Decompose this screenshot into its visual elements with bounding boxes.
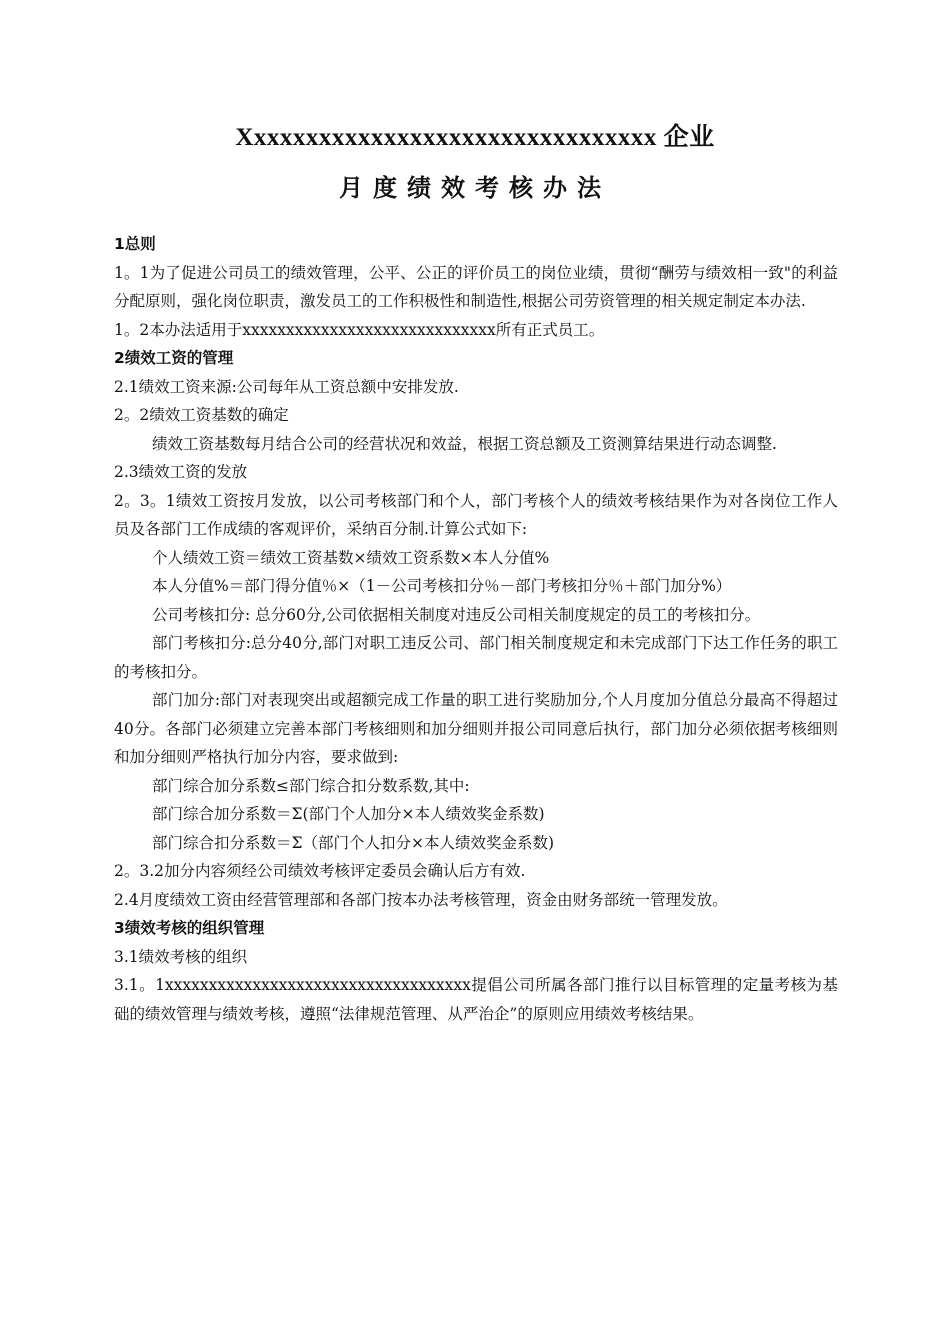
paragraph: 绩效工资基数每月结合公司的经营状况和效益，根据工资总额及工资测算结果进行动态调整. — [152, 434, 777, 453]
paragraph: 1。1为了促进公司员工的绩效管理，公平、公正的评价员工的岗位业绩，贯彻“酬劳与绩效相一致"的利益分配原则，强化岗位职责，激发员工的工作积极性和制造性,根据公司劳资管理的相关规定制定本办法. — [114, 263, 838, 310]
paragraph: 公司考核扣分: 总分60分,公司依据相关制度对违反公司相关制度规定的员工的考核扣分。 — [152, 605, 761, 624]
formula: 个人绩效工资＝绩效工资基数×绩效工资系数×本人分值% — [152, 548, 550, 567]
paragraph: 部门加分:部门对表现突出或超额完成工作量的职工进行奖励加分,个人月度加分值总分最高不得超过40分。各部门必须建立完善本部门考核细则和加分细则并报公司同意后执行，部门加分必须依据考核细则和加分细则严格执行加分内容，要求做到: — [114, 691, 838, 766]
formula: 部门综合加分系数＝Σ(部门个人加分×本人绩效奖金系数) — [152, 805, 545, 823]
paragraph: 2.3绩效工资的发放 — [114, 463, 248, 481]
formula: 部门综合加分系数≤部门综合扣分数系数,其中: — [152, 776, 470, 795]
section-heading: 3绩效考核的组织管理 — [114, 919, 265, 937]
paragraph: 2。2绩效工资基数的确定 — [114, 406, 289, 424]
section-heading: 1总则 — [114, 235, 156, 253]
paragraph: 部门考核扣分:总分40分,部门对职工违反公司、部门相关制度规定和未完成部门下达工作任务的职工的考核扣分。 — [114, 634, 838, 681]
paragraph: 1。2本办法适用于xxxxxxxxxxxxxxxxxxxxxxxxxxxxx所有正式员工。 — [114, 320, 605, 339]
paragraph: 2。3.2加分内容须经公司绩效考核评定委员会确认后方有效. — [114, 862, 526, 880]
document-title: 月度绩效考核办法 — [339, 174, 611, 202]
paragraph: 2.1绩效工资来源:公司每年从工资总额中安排发放. — [114, 377, 459, 396]
section-heading: 2绩效工资的管理 — [114, 349, 234, 367]
paragraph: 2.4月度绩效工资由经营管理部和各部门按本办法考核管理，资金由财务部统一管理发放。 — [114, 890, 728, 909]
formula: 部门综合扣分系数＝Σ（部门个人扣分×本人绩效奖金系数) — [152, 833, 554, 852]
formula: 本人分值%＝部门得分值％×（1－公司考核扣分％－部门考核扣分％＋部门加分%） — [152, 577, 732, 595]
paragraph: 3.1绩效考核的组织 — [114, 947, 248, 966]
company-title: Xxxxxxxxxxxxxxxxxxxxxxxxxxxxxxxx 企业 — [235, 124, 715, 151]
paragraph: 3.1。1xxxxxxxxxxxxxxxxxxxxxxxxxxxxxxxxxxx提倡公司所属各部门推行以目标管理的定量考核为基础的绩效管理与绩效考核，遵照“法律规范管理、从严治企”的原则应用绩效考核结果。 — [114, 976, 838, 1023]
document-body — [114, 230, 838, 1028]
paragraph: 2。3。1绩效工资按月发放，以公司考核部门和个人，部门考核个人的绩效考核结果作为对各岗位工作人员及各部门工作成绩的客观评价，采纳百分制.计算公式如下: — [114, 491, 838, 538]
